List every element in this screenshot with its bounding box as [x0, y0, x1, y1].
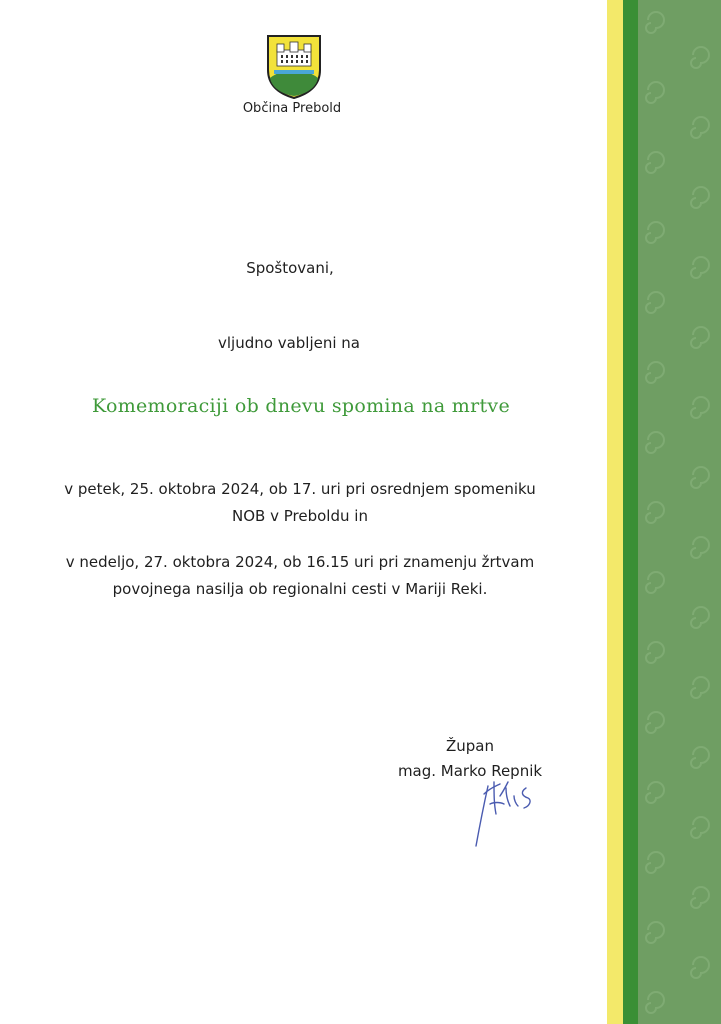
greeting: Spoštovani, — [246, 259, 334, 277]
decorative-pattern-panel — [638, 0, 721, 1024]
swirl-pattern-icon — [638, 0, 721, 1024]
event-1-line-1: v petek, 25. oktobra 2024, ob 17. uri pri osrednjem spomeniku — [64, 480, 536, 498]
event-2-line-1: v nedeljo, 27. oktobra 2024, ob 16.15 uri pri znamenju žrtvam — [65, 553, 535, 571]
event-2-line-2: povojnega nasilja ob regionalni cesti v Mariji Reki. — [112, 580, 488, 598]
green-border-stripe — [623, 0, 638, 1024]
event-1-details — [30, 476, 570, 530]
signatory-name: mag. Marko Repnik — [397, 762, 543, 780]
coat-of-arms-icon — [264, 34, 324, 100]
event-2-details — [30, 549, 570, 603]
event-title: Komemoraciji ob dnevu spomina na mrtve — [91, 395, 511, 417]
invitation-line: vljudno vabljeni na — [218, 334, 360, 352]
signatory-title: Župan — [445, 737, 494, 755]
yellow-border-stripe — [607, 0, 623, 1024]
event-1-line-2: NOB v Preboldu in — [232, 507, 368, 525]
handwritten-signature — [470, 774, 550, 854]
municipality-name: Občina Prebold — [242, 101, 342, 116]
